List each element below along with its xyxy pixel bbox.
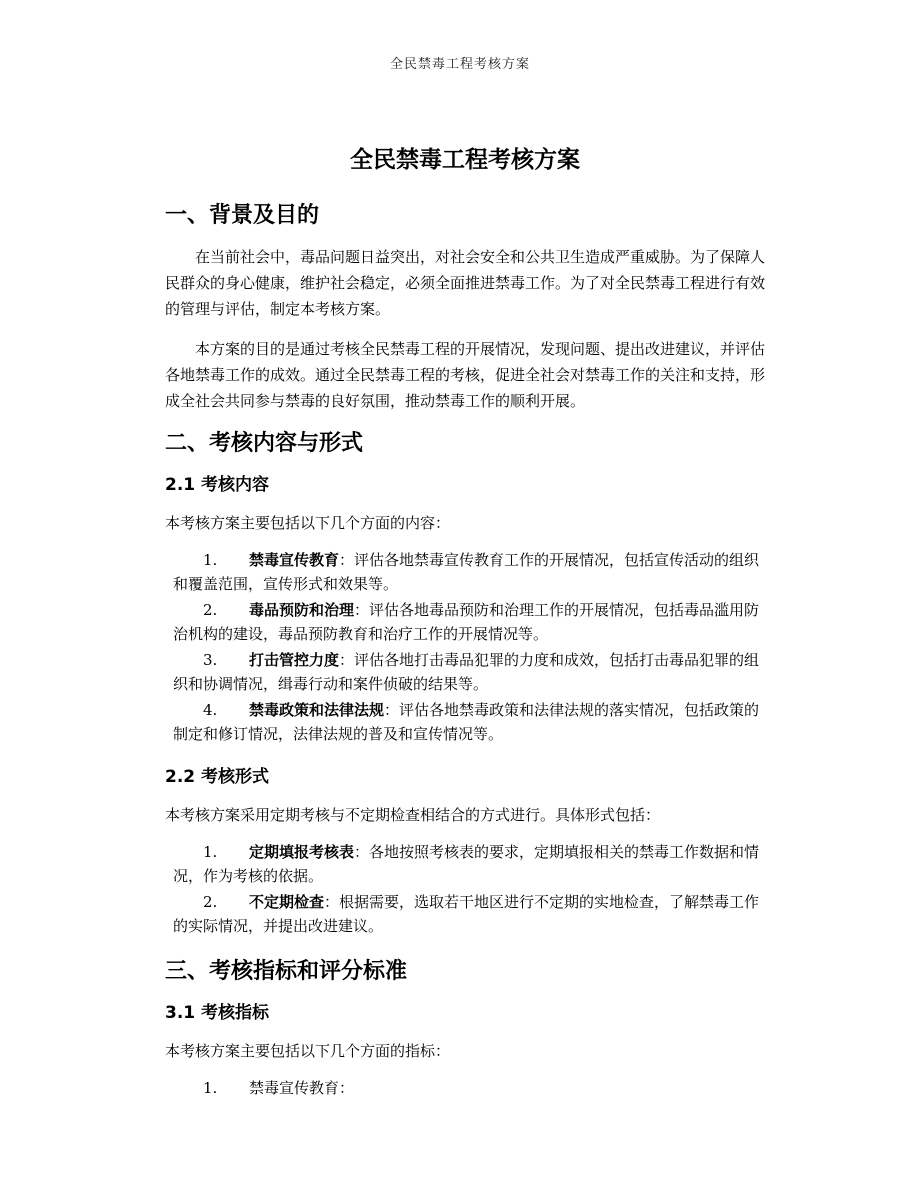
list-term: 禁毒宣传教育 xyxy=(249,551,340,569)
content-list xyxy=(165,548,765,746)
list-number: 3. xyxy=(203,651,218,669)
section-3-heading: 三、考核指标和评分标准 xyxy=(165,959,408,984)
running-header: 全民禁毒工程考核方案 xyxy=(389,57,530,72)
list-term: 定期填报考核表 xyxy=(249,843,355,861)
list-item xyxy=(165,648,765,696)
list-item xyxy=(165,840,765,888)
section-1-paragraph-2: 本方案的目的是通过考核全民禁毒工程的开展情况，发现问题、提出改进建议，并评估各地禁毒工作的成效。通过全民禁毒工程的考核，促进全社会对禁毒工作的关注和支持，形成全社会共同参与禁毒的良好氛围，推动禁毒工作的顺利开展。 xyxy=(165,340,766,410)
subsection-3-1-intro: 本考核方案主要包括以下几个方面的指标： xyxy=(165,1042,451,1060)
list-number: 1. xyxy=(203,843,218,861)
list-text: ：评估各地禁毒宣传教育工作的开展情况，包括宣传活动的组织和覆盖范围，宣传形式和效果等。 xyxy=(173,551,760,593)
list-number: 4. xyxy=(203,701,218,719)
subsection-2-2-heading: 2.2 考核形式 xyxy=(165,767,270,787)
subsection-3-1-heading: 3.1 考核指标 xyxy=(165,1003,270,1023)
list-text: ：评估各地禁毒政策和法律法规的落实情况，包括政策的制定和修订情况，法律法规的普及和宣传情况等。 xyxy=(173,701,760,743)
list-text: ：评估各地毒品预防和治理工作的开展情况，包括毒品滥用防治机构的建设，毒品预防教育和治疗工作的开展情况等。 xyxy=(173,601,760,643)
list-number: 2. xyxy=(203,893,218,911)
list-number: 2. xyxy=(203,601,218,619)
subsection-2-1-intro: 本考核方案主要包括以下几个方面的内容： xyxy=(165,514,451,532)
list-term: 不定期检查 xyxy=(249,893,325,911)
indicator-list xyxy=(165,1076,765,1100)
section-2-heading: 二、考核内容与形式 xyxy=(165,431,364,456)
list-term: 打击管控力度 xyxy=(249,651,340,669)
list-text: 禁毒宣传教育： xyxy=(249,1079,355,1097)
subsection-2-2-intro: 本考核方案采用定期考核与不定期检查相结合的方式进行。具体形式包括： xyxy=(165,806,661,824)
list-text: ：评估各地打击毒品犯罪的力度和成效，包括打击毒品犯罪的组织和协调情况，缉毒行动和案件侦破的结果等。 xyxy=(173,651,760,693)
list-item xyxy=(165,548,765,596)
list-text: ：各地按照考核表的要求，定期填报相关的禁毒工作数据和情况，作为考核的依据。 xyxy=(173,843,760,885)
section-1-heading: 一、背景及目的 xyxy=(165,203,320,228)
list-number: 1. xyxy=(203,551,218,569)
document-title: 全民禁毒工程考核方案 xyxy=(350,147,580,173)
list-text: ：根据需要，选取若干地区进行不定期的实地检查，了解禁毒工作的实际情况，并提出改进建议。 xyxy=(173,893,760,935)
list-term: 毒品预防和治理 xyxy=(249,601,355,619)
list-number: 1. xyxy=(203,1079,218,1097)
list-item xyxy=(165,698,765,746)
list-item xyxy=(165,1076,765,1100)
list-term: 禁毒政策和法律法规 xyxy=(249,701,385,719)
document-body xyxy=(165,140,765,1118)
form-list xyxy=(165,840,765,938)
list-item xyxy=(165,890,765,938)
section-1-paragraph-1: 在当前社会中，毒品问题日益突出，对社会安全和公共卫生造成严重威胁。为了保障人民群众的身心健康，维护社会稳定，必须全面推进禁毒工作。为了对全民禁毒工程进行有效的管理与评估，制定本考核方案。 xyxy=(165,248,766,318)
list-item xyxy=(165,598,765,646)
subsection-2-1-heading: 2.1 考核内容 xyxy=(165,475,270,495)
